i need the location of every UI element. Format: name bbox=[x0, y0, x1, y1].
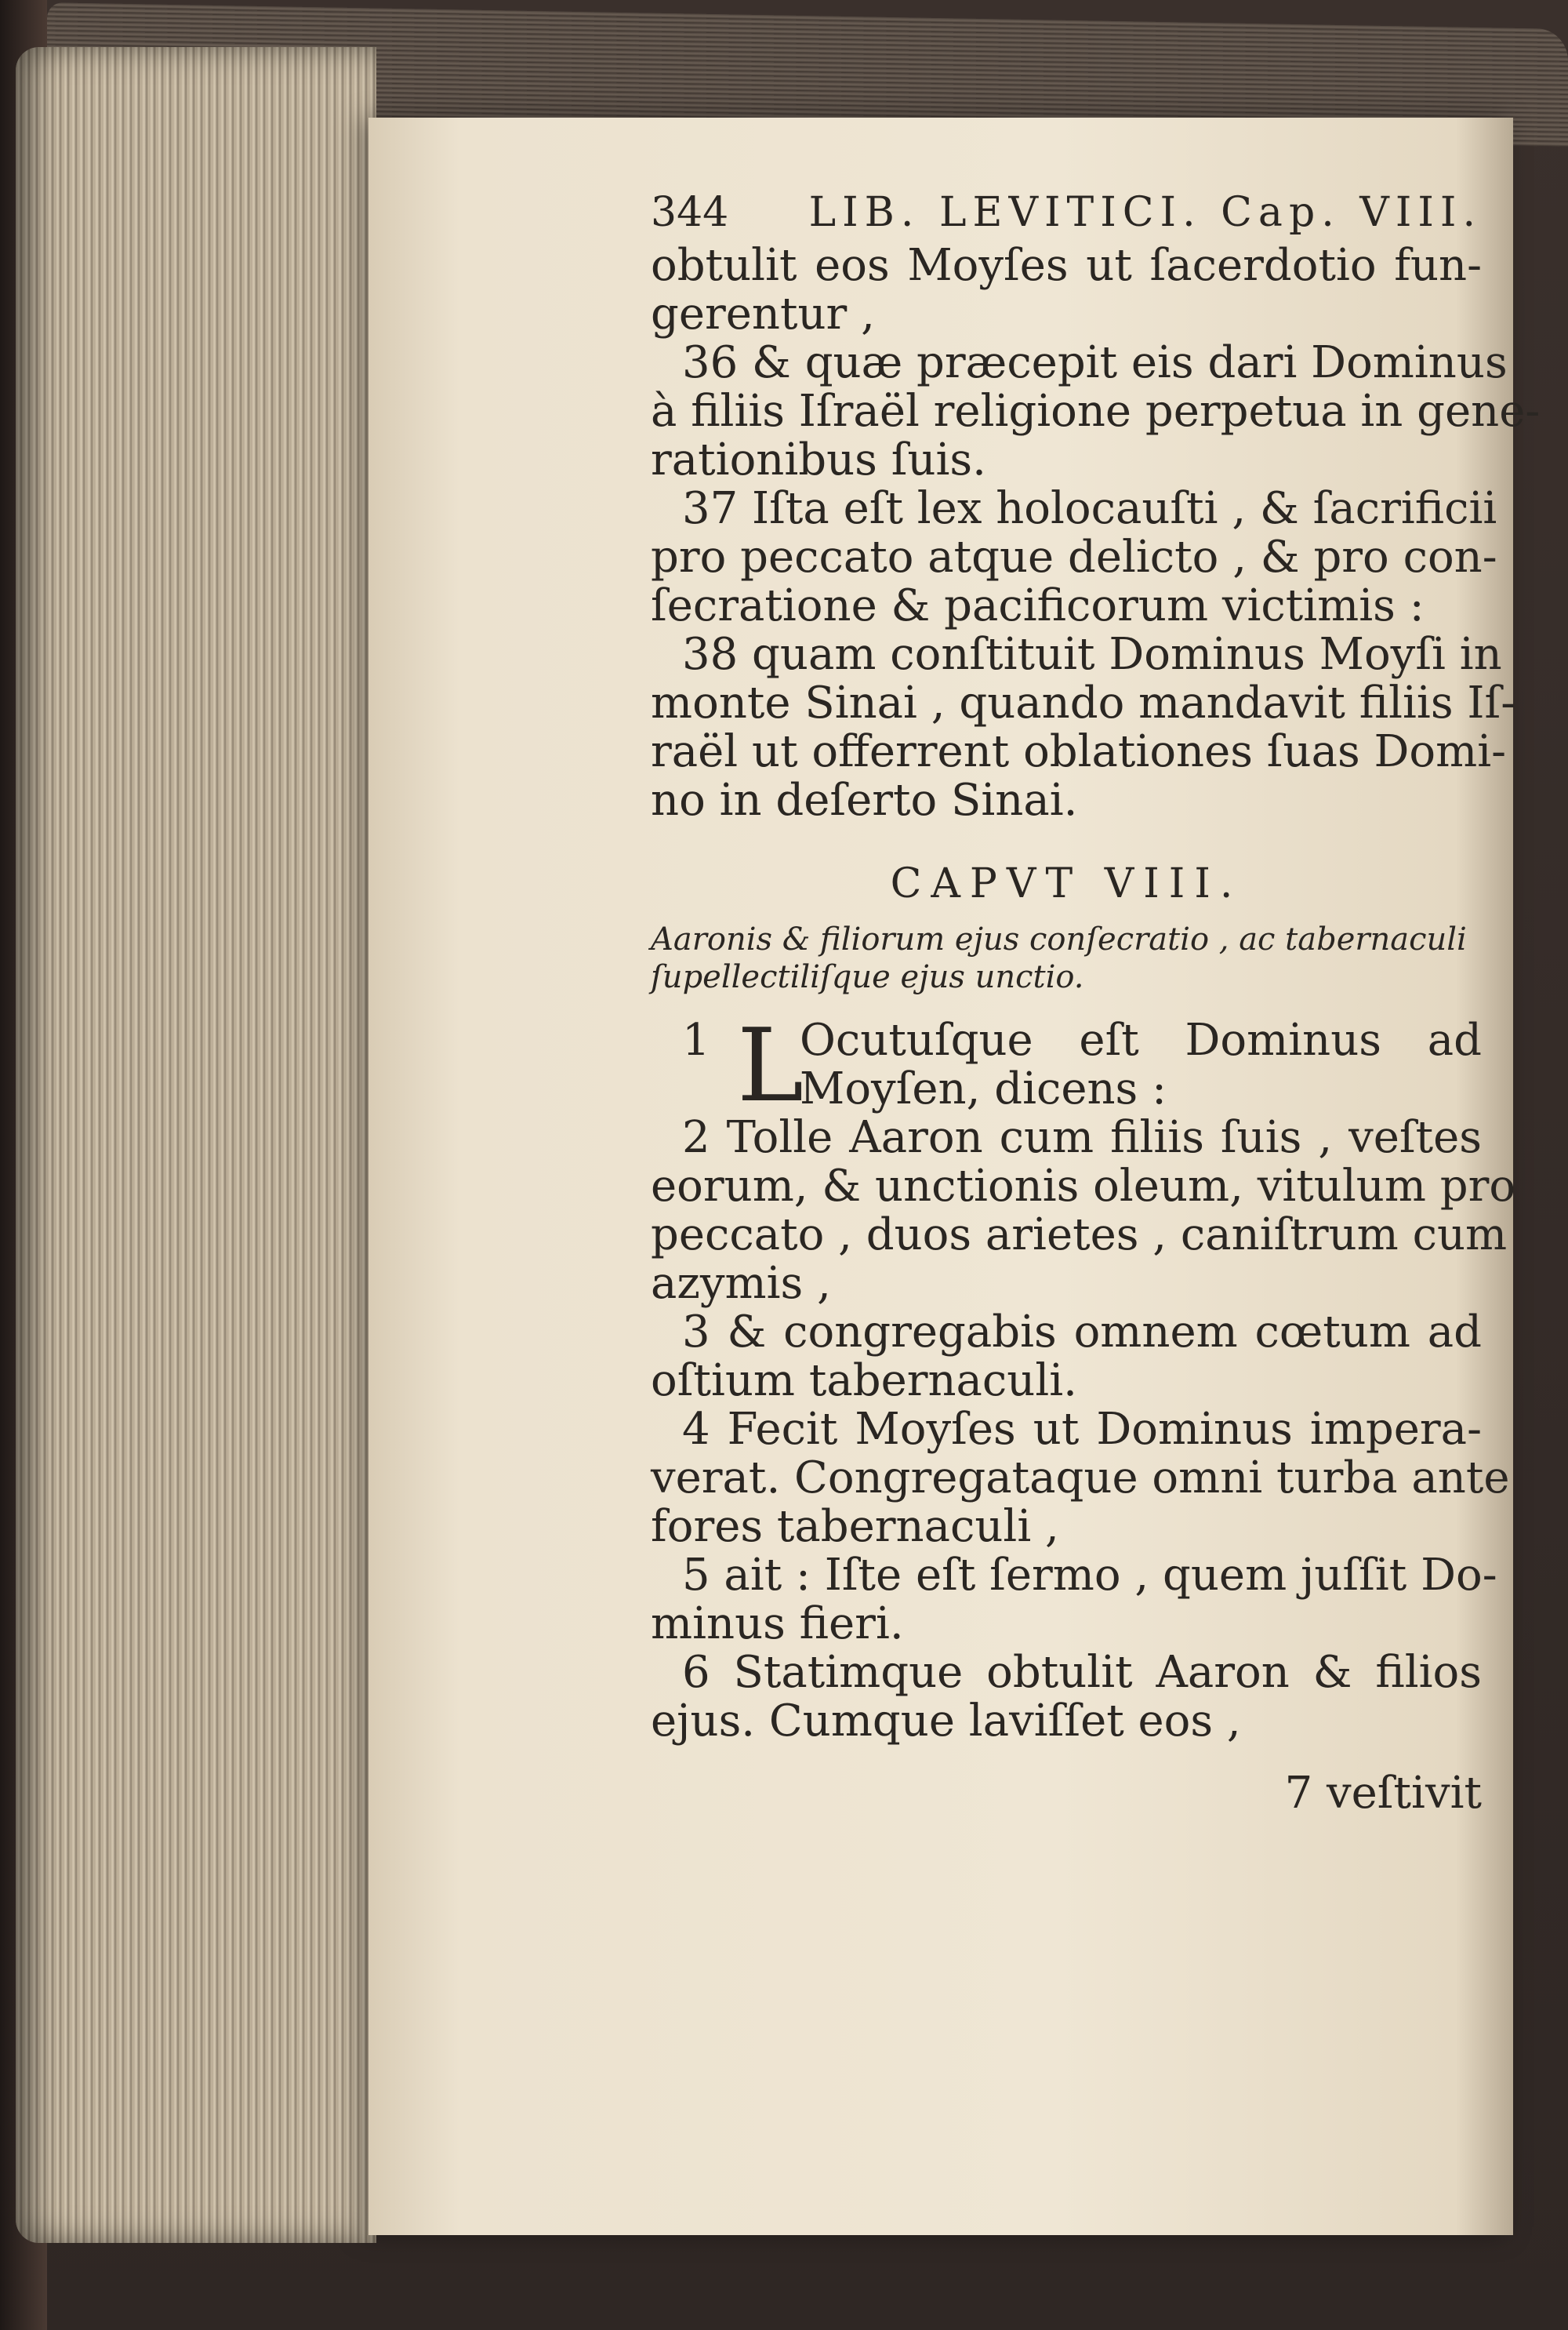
text-line: eorum, & unctionis oleum, vitulum pro bbox=[651, 1161, 1516, 1212]
text-line: Moyſen, dicens : bbox=[800, 1063, 1167, 1114]
text-line: raël ut offerrent oblationes ſuas Domi- bbox=[651, 726, 1507, 777]
text-line: oſtium tabernaculi. bbox=[651, 1355, 1077, 1406]
text-block bbox=[651, 188, 1541, 1819]
text-line: gerentur , bbox=[651, 289, 875, 340]
text-line: obtulit eos Moyſes ut ſacerdotio fun- bbox=[651, 240, 1482, 291]
text-line: verat. Congregataque omni turba ante bbox=[651, 1452, 1510, 1503]
text-line: no in deſerto Sinai. bbox=[651, 775, 1078, 826]
verses-after-chapter bbox=[651, 1112, 1516, 1747]
text-line: peccato , duos arietes , caniſtrum cum bbox=[651, 1209, 1508, 1260]
text-line: rationibus ſuis. bbox=[651, 434, 986, 485]
running-header bbox=[651, 188, 1482, 237]
summary-line: ſupellectiliſque ejus unctio. bbox=[651, 959, 1084, 995]
verse-6: 6 Statimque obtulit Aaron & filios bbox=[682, 1647, 1482, 1698]
text-line: Ocutuſque eſt Dominus ad bbox=[800, 1015, 1482, 1066]
drop-capital: L bbox=[737, 1008, 804, 1125]
verses-before-chapter bbox=[651, 240, 1541, 826]
chapter-heading: CAPVT VIII. bbox=[890, 860, 1243, 907]
text-line: monte Sinai , quando mandavit filiis Iſ- bbox=[651, 678, 1516, 729]
catchword: 7 veſtivit bbox=[1284, 1768, 1482, 1819]
verse-37: 37 Iſta eſt lex holocauſti , & ſacrificii bbox=[682, 483, 1497, 534]
verse-1 bbox=[651, 1008, 1482, 1125]
text-line: azymis , bbox=[651, 1258, 831, 1309]
verse-2: 2 Tolle Aaron cum filiis ſuis , veſtes bbox=[682, 1112, 1482, 1163]
verse-5: 5 ait : Iſte eſt ſermo , quem juſſit Do- bbox=[682, 1550, 1497, 1601]
text-line: pro peccato atque delicto , & pro con- bbox=[651, 532, 1497, 583]
chapter-summary bbox=[651, 921, 1482, 996]
page-number: 344 bbox=[651, 189, 729, 236]
text-line: ejus. Cumque laviſſet eos , bbox=[651, 1696, 1241, 1747]
text-line: à filiis Iſraël religione perpetua in gene- bbox=[651, 386, 1541, 437]
summary-line: Aaronis & filiorum ejus conſecratio , ac tabernaculi bbox=[651, 921, 1467, 958]
running-title: LIB. LEVITICI. Cap. VIII. bbox=[808, 189, 1482, 236]
verse-4: 4 Fecit Moyſes ut Dominus impera- bbox=[682, 1404, 1482, 1455]
text-line: minus fieri. bbox=[651, 1598, 904, 1649]
verse-3: 3 & congregabis omnem cœtum ad bbox=[682, 1307, 1482, 1358]
text-line: ſecratione & pacificorum victimis : bbox=[651, 580, 1425, 631]
verse-38: 38 quam conſtituit Dominus Moyſi in bbox=[682, 629, 1502, 680]
verse-number: 1 bbox=[682, 1015, 710, 1066]
verse-36: 36 & quæ præcepit eis dari Dominus bbox=[682, 337, 1508, 388]
text-line: fores tabernaculi , bbox=[651, 1501, 1059, 1552]
book-page-edges bbox=[16, 47, 376, 2243]
